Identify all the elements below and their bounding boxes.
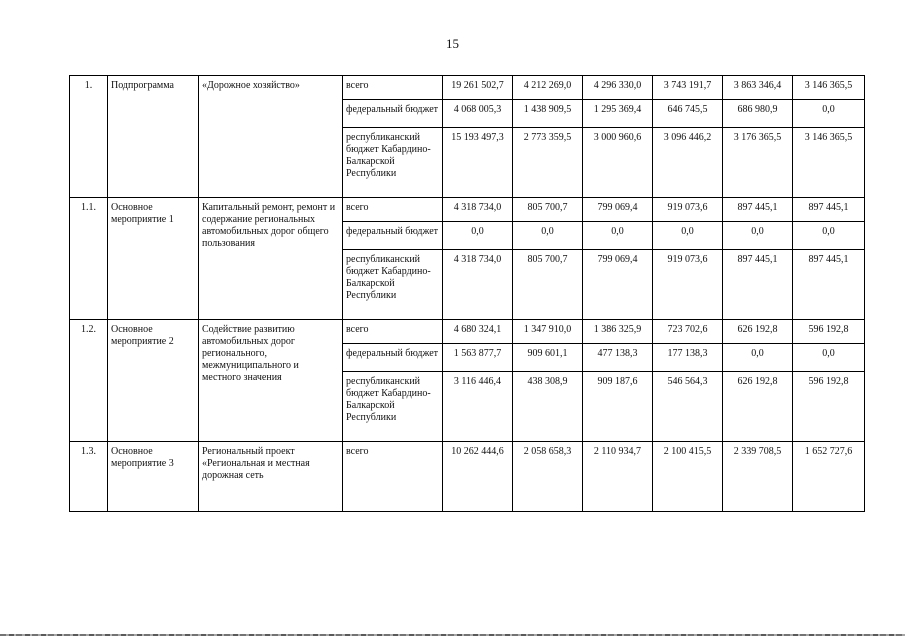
program-status: Основное мероприятие 1 [108,198,199,320]
funding-source: всего [343,76,443,100]
amount-cell: 4 318 734,0 [443,198,513,222]
amount-cell: 2 339 708,5 [723,442,793,512]
amount-cell: 3 116 446,4 [443,372,513,442]
amount-cell: 909 187,6 [583,372,653,442]
amount-cell: 10 262 444,6 [443,442,513,512]
amount-cell: 2 110 934,7 [583,442,653,512]
amount-cell: 4 318 734,0 [443,250,513,320]
amount-cell: 919 073,6 [653,250,723,320]
amount-cell: 626 192,8 [723,372,793,442]
amount-cell: 1 386 325,9 [583,320,653,344]
table-row [70,442,865,512]
funding-source: всего [343,320,443,344]
amount-cell: 0,0 [443,222,513,250]
program-name: Содействие развитию автомобильных дорог регионального, межмуниципального и местного значения [199,320,343,442]
amount-cell: 799 069,4 [583,250,653,320]
amount-cell: 596 192,8 [793,372,865,442]
amount-cell: 4 212 269,0 [513,76,583,100]
amount-cell: 438 308,9 [513,372,583,442]
program-name: Капитальный ремонт, ремонт и содержание региональных автомобильных дорог общего пользования [199,198,343,320]
amount-cell: 0,0 [793,344,865,372]
amount-cell: 2 100 415,5 [653,442,723,512]
amount-cell: 1 295 369,4 [583,100,653,128]
amount-cell: 897 445,1 [723,198,793,222]
amount-cell: 546 564,3 [653,372,723,442]
amount-cell: 1 563 877,7 [443,344,513,372]
amount-cell: 0,0 [583,222,653,250]
amount-cell: 2 058 658,3 [513,442,583,512]
table-row [70,76,865,100]
amount-cell: 897 445,1 [793,198,865,222]
program-status: Подпрограмма [108,76,199,198]
amount-cell: 897 445,1 [723,250,793,320]
amount-cell: 3 176 365,5 [723,128,793,198]
amount-cell: 805 700,7 [513,250,583,320]
amount-cell: 19 261 502,7 [443,76,513,100]
amount-cell: 686 980,9 [723,100,793,128]
amount-cell: 0,0 [723,344,793,372]
amount-cell: 805 700,7 [513,198,583,222]
amount-cell: 4 296 330,0 [583,76,653,100]
amount-cell: 919 073,6 [653,198,723,222]
table-row [70,320,865,344]
page-number: 15 [446,36,459,51]
amount-cell: 626 192,8 [723,320,793,344]
amount-cell: 0,0 [653,222,723,250]
program-status: Основное мероприятие 3 [108,442,199,512]
row-number: 1.3. [70,442,108,512]
amount-cell: 1 347 910,0 [513,320,583,344]
row-number: 1.1. [70,198,108,320]
amount-cell: 0,0 [793,100,865,128]
amount-cell: 3 096 446,2 [653,128,723,198]
funding-source: республиканский бюджет Кабардино-Балкарской Республики [343,250,443,320]
table-row [70,198,865,222]
funding-source: всего [343,442,443,512]
amount-cell: 3 743 191,7 [653,76,723,100]
amount-cell: 15 193 497,3 [443,128,513,198]
amount-cell: 1 652 727,6 [793,442,865,512]
amount-cell: 596 192,8 [793,320,865,344]
funding-source: федеральный бюджет [343,344,443,372]
amount-cell: 3 863 346,4 [723,76,793,100]
program-name: «Дорожное хозяйство» [199,76,343,198]
amount-cell: 0,0 [513,222,583,250]
amount-cell: 3 146 365,5 [793,128,865,198]
amount-cell: 0,0 [723,222,793,250]
amount-cell: 2 773 359,5 [513,128,583,198]
amount-cell: 4 680 324,1 [443,320,513,344]
amount-cell: 0,0 [793,222,865,250]
funding-source: республиканский бюджет Кабардино-Балкарской Республики [343,128,443,198]
table-body [70,76,865,512]
program-status: Основное мероприятие 2 [108,320,199,442]
funding-source: федеральный бюджет [343,100,443,128]
amount-cell: 799 069,4 [583,198,653,222]
amount-cell: 3 000 960,6 [583,128,653,198]
amount-cell: 909 601,1 [513,344,583,372]
amount-cell: 723 702,6 [653,320,723,344]
funding-source: всего [343,198,443,222]
row-number: 1.2. [70,320,108,442]
funding-source: республиканский бюджет Кабардино-Балкарской Республики [343,372,443,442]
program-name: Региональный проект «Региональная и местная дорожная сеть [199,442,343,512]
row-number: 1. [70,76,108,198]
scan-edge-divider [0,634,905,636]
funding-source: федеральный бюджет [343,222,443,250]
amount-cell: 1 438 909,5 [513,100,583,128]
amount-cell: 646 745,5 [653,100,723,128]
amount-cell: 177 138,3 [653,344,723,372]
budget-table [69,75,865,512]
amount-cell: 3 146 365,5 [793,76,865,100]
amount-cell: 477 138,3 [583,344,653,372]
amount-cell: 4 068 005,3 [443,100,513,128]
amount-cell: 897 445,1 [793,250,865,320]
